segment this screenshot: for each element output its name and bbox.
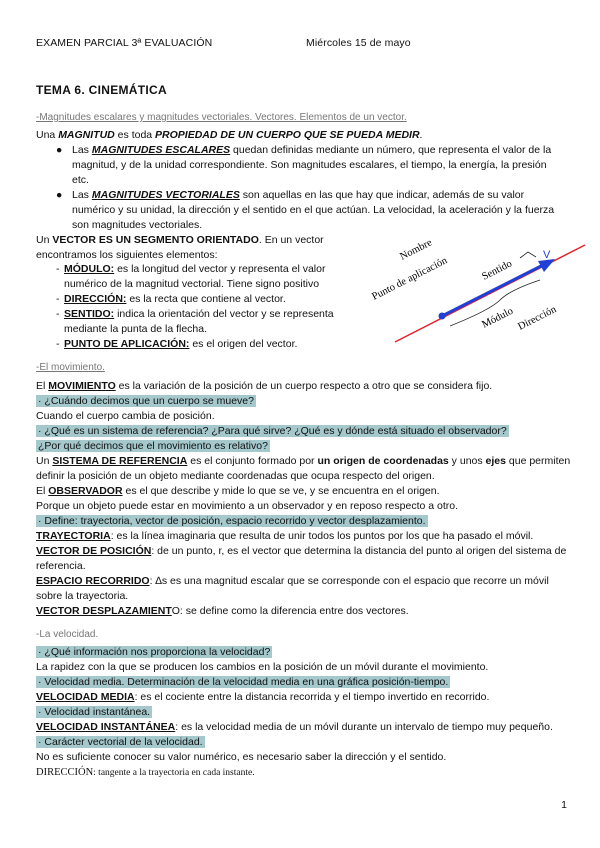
text: : es la línea imaginaria que resulta de unir todos los puntos por los que ha pasado el móvil.: [110, 530, 534, 542]
magnitudes-list: [36, 143, 566, 233]
term: PROPIEDAD DE UN CUERPO QUE SE PUEDA MEDIR: [155, 129, 420, 141]
question: [36, 645, 576, 660]
paragraph: La rapidez con la que se producen los cambios en la posición de un móvil durante el movimiento.: [36, 661, 489, 673]
paragraph: [36, 720, 576, 735]
term: SISTEMA DE REFERENCIA: [52, 455, 188, 467]
question: [36, 705, 576, 720]
paragraph: No es suficiente conocer su valor numérico, es necesario saber la dirección y el sentido.: [36, 751, 447, 763]
label-pointer: [520, 252, 536, 258]
question: [36, 675, 576, 690]
list-item: [36, 337, 356, 352]
modulo-label: Módulo: [480, 305, 516, 331]
section-heading-movimiento: -El movimiento.: [36, 362, 105, 373]
exam-date: Miércoles 15 de mayo: [306, 37, 411, 49]
question-text: · ¿Qué es un sistema de referencia? ¿Para qué sirve? ¿Qué es y dónde está situado el observador?: [38, 425, 507, 437]
question: [36, 735, 576, 750]
term: VELOCIDAD INSTANTÁNEA: [36, 721, 176, 733]
text: quedan definidas mediante un número, que representa el valor de la magnitud, y de la unidad correspondiente. Son magnitudes escalares, el tiempo, la energía, la presión etc.: [72, 144, 552, 186]
list-item: [36, 143, 566, 188]
text: es la recta que contiene al vector.: [126, 293, 286, 305]
term: MAGNITUDES VECTORIALES: [91, 189, 240, 201]
term: VECTOR DE POSICIÓN: [36, 545, 152, 557]
direccion-label: Dirección: [516, 304, 559, 333]
question: [36, 514, 576, 529]
paragraph: [36, 544, 576, 574]
text: Las: [72, 144, 92, 156]
section-heading-velocidad: -La velocidad.: [36, 629, 99, 640]
section-heading-magnitudes: -Magnitudes escalares y magnitudes vectoriales. Vectores. Elementos de un vector.: [36, 112, 407, 123]
text: . En un vector encontramos los siguientes elementos:: [36, 234, 324, 261]
vector-definition: [36, 233, 346, 263]
paragraph: [36, 690, 576, 705]
paragraph: [36, 765, 576, 781]
list-item: [36, 307, 356, 337]
term: OBSERVADOR: [48, 485, 123, 497]
text: : tangente a la trayectoria en cada instante.: [93, 768, 255, 778]
application-point-icon: [439, 313, 446, 320]
question-text: · Velocidad instantánea.: [38, 706, 151, 718]
paragraph: [36, 484, 576, 499]
term: VECTOR DESPLAZAMIENT: [36, 605, 172, 617]
question-text: · Carácter vectorial de la velocidad.: [38, 736, 203, 748]
question-text: · ¿Cuándo decimos que un cuerpo se mueve?: [38, 395, 254, 407]
list-item: [36, 262, 356, 292]
question-text: · Define: trayectoria, vector de posición, espacio recorrido y vector desplazamiento.: [38, 515, 426, 527]
text: es el que describe y mide lo que se ve, y se encuentra en el origen.: [122, 485, 440, 497]
paragraph: [36, 529, 576, 544]
page-number: 1: [561, 799, 567, 811]
text: es el origen del vector.: [189, 338, 298, 350]
text: : es la velocidad media de un móvil durante un intervalo de tiempo muy pequeño.: [175, 721, 553, 733]
sentido-label: Sentido: [480, 258, 514, 283]
term: ejes: [485, 455, 506, 467]
text: El: [36, 485, 49, 497]
punto-aplicacion-label: Punto de aplicación: [370, 255, 450, 303]
question: [36, 424, 576, 439]
text: : es el cociente entre la distancia recorrida y el tiempo invertido en recorrido.: [134, 691, 490, 703]
text: : de un punto, r, es el vector que determina la distancia del punto al origen del sistema de referencia.: [36, 545, 567, 572]
paragraph: [36, 454, 576, 484]
question-text: ¿Por qué decimos que el movimiento es relativo?: [38, 440, 268, 452]
paragraph: [36, 379, 576, 394]
paragraph: Porque un objeto puede estar en movimiento a un observador y en reposo respecto a otro.: [36, 500, 459, 512]
movimiento-block: [36, 379, 576, 619]
text: El: [36, 380, 49, 392]
text: : ∆s es una magnitud escalar que se corresponde con el espacio que recorre un móvil sobre la trayectoria.: [36, 575, 549, 602]
text: es la variación de la posición de un cuerpo respecto a otro que se considera fijo.: [115, 380, 493, 392]
term: TRAYECTORIA: [36, 530, 111, 542]
paragraph: [36, 604, 576, 619]
exam-title: EXAMEN PARCIAL 3ª EVALUACIÓN: [36, 37, 213, 49]
question-text: · Velocidad media. Determinación de la velocidad media en una gráfica posición-tiempo.: [38, 676, 449, 688]
text: Un: [36, 234, 53, 246]
text: Un: [36, 455, 53, 467]
term: MÓDULO:: [64, 263, 115, 275]
text: es el conjunto formado por: [187, 455, 318, 467]
vector-diagram: [360, 230, 590, 350]
velocidad-block: [36, 645, 576, 781]
dash: -: [56, 308, 60, 320]
text: es toda: [114, 129, 156, 141]
paragraph: Cuando el cuerpo cambia de posición.: [36, 410, 215, 422]
text: que permiten definir la posición de un objeto mediante coordenadas que ocupa respecto del origen.: [36, 455, 571, 482]
term: MAGNITUDES ESCALARES: [91, 144, 231, 156]
list-item: [36, 292, 356, 307]
vector-elements-list: [36, 262, 356, 352]
term: un origen de coordenadas: [317, 455, 449, 467]
nombre-label: Nombre: [398, 237, 435, 263]
term: DIRECCIÓN:: [64, 293, 127, 305]
text: indica la orientación del vector y se representa mediante la punta de la flecha.: [64, 308, 334, 335]
term: MOVIMIENTO: [48, 380, 116, 392]
term: VECTOR ES UN SEGMENTO ORIENTADO: [52, 234, 259, 246]
dash: -: [56, 338, 60, 350]
term: DIRECCIÓN: [36, 767, 94, 778]
text: .: [419, 129, 423, 141]
magnitud-definition: [36, 128, 566, 143]
term: ESPACIO RECORRIDO: [36, 575, 150, 587]
dash: -: [56, 293, 60, 305]
term: SENTIDO:: [64, 308, 115, 320]
bullet-dot-icon: ●: [56, 144, 63, 156]
text: son aquellas en las que hay que indicar, además de su valor numérico y su unidad, la dirección y el sentido en el que actúan. La velocidad, la aceleración y la fuerza son magnitudes vectoriales.: [72, 189, 555, 231]
v-label: V: [543, 249, 551, 261]
text: Las: [72, 189, 92, 201]
bullet-dot-icon: ●: [56, 189, 63, 201]
text: es la longitud del vector y representa el valor numérico de la magnitud vectorial. Tiene signo positivo: [64, 263, 326, 290]
question: [36, 394, 576, 409]
paragraph: [36, 574, 576, 604]
list-item: [36, 188, 566, 233]
text: O: se define como la diferencia entre dos vectores.: [171, 605, 409, 617]
dash: -: [56, 263, 60, 275]
question: [36, 439, 576, 454]
term: VELOCIDAD MEDIA: [36, 691, 135, 703]
text: y unos: [448, 455, 486, 467]
term: PUNTO DE APLICACIÓN:: [64, 338, 190, 350]
text: Una: [36, 129, 59, 141]
term: MAGNITUD: [58, 129, 115, 141]
page-title: TEMA 6. CINEMÁTICA: [36, 83, 167, 97]
question-text: · ¿Qué información nos proporciona la velocidad?: [38, 646, 271, 658]
